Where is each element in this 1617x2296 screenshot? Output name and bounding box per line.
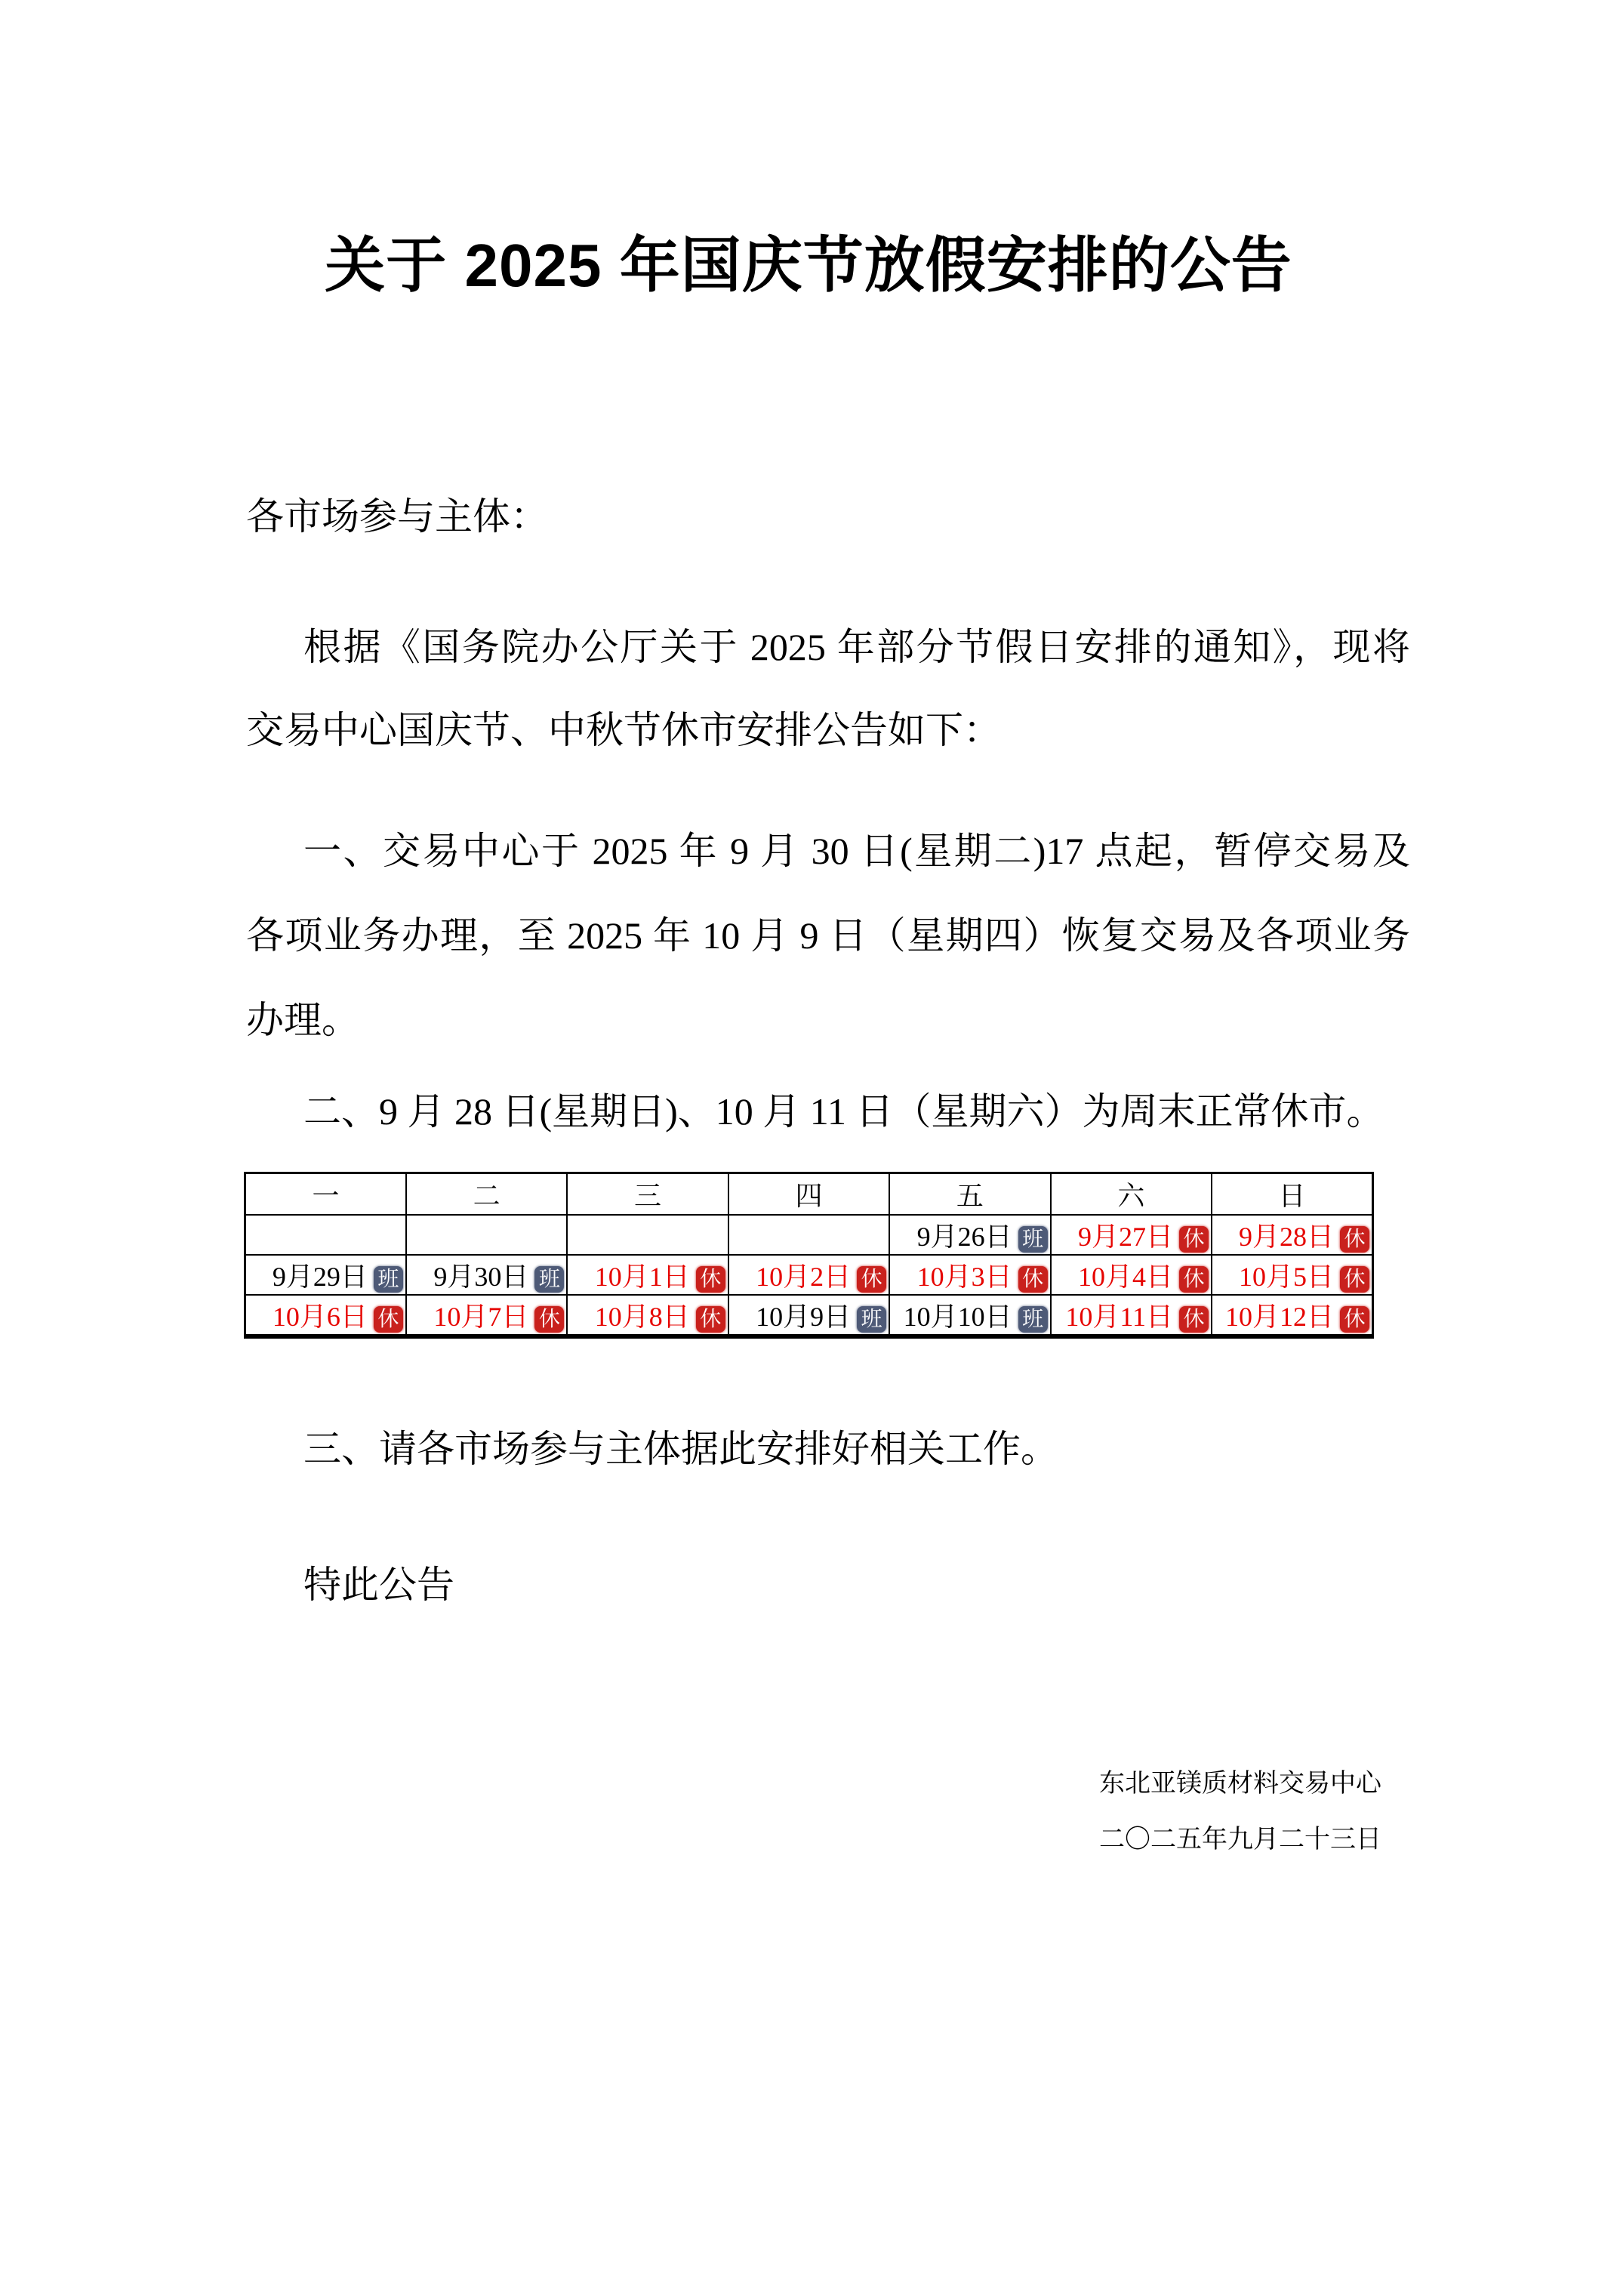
salutation: 各市场参与主体： [246,495,548,538]
calendar-date: 10月4日 [1078,1262,1174,1292]
weekday-header: 五 [889,1173,1050,1216]
document-title: 关于 2025 年国庆节放假安排的公告 [325,231,1292,299]
weekday-header: 三 [567,1173,728,1216]
rest-badge: 休 [1340,1226,1369,1253]
calendar-cell [728,1215,889,1255]
holiday-calendar-table [244,1172,1374,1339]
calendar-date: 10月5日 [1238,1262,1334,1292]
work-badge: 班 [1018,1226,1048,1253]
rest-badge: 休 [1018,1266,1048,1293]
calendar-cell [1051,1295,1212,1336]
rest-badge: 休 [857,1266,886,1293]
calendar-cell [1212,1255,1372,1295]
calendar-date: 9月30日 [433,1262,529,1292]
calendar-cell [567,1295,728,1336]
calendar-row [245,1255,1373,1295]
calendar-cell [567,1255,728,1295]
weekday-header: 一 [245,1173,406,1216]
calendar-cell [406,1255,567,1295]
work-badge: 班 [857,1306,886,1333]
calendar-date: 10月12日 [1224,1302,1334,1332]
weekday-header: 日 [1212,1173,1372,1216]
paragraph-item3: 三、请各市场参与主体据此安排好相关工作。 [303,1428,1058,1470]
rest-badge: 休 [1179,1266,1209,1293]
calendar-date: 10月2日 [756,1262,852,1292]
rest-badge: 休 [696,1306,725,1333]
calendar-row [245,1215,1373,1255]
calendar-date: 9月26日 [916,1222,1012,1252]
calendar-cell [889,1255,1050,1295]
calendar-cell [889,1215,1050,1255]
calendar-cell [1212,1215,1372,1255]
paragraph-item1-line1: 一、交易中心于 2025 年 9 月 30 日(星期二)17 点起，暂停交易及 [303,830,1410,872]
calendar-row [245,1295,1373,1336]
calendar-date: 10月11日 [1065,1302,1174,1332]
calendar-date: 10月7日 [433,1302,529,1332]
calendar-cell [728,1295,889,1336]
calendar-cell [728,1255,889,1295]
weekday-header: 四 [728,1173,889,1216]
paragraph-intro-line2: 交易中心国庆节、中秋节休市安排公告如下： [246,709,1001,751]
calendar-cell [245,1255,406,1295]
work-badge: 班 [1018,1306,1048,1333]
calendar-cell [1051,1255,1212,1295]
rest-badge: 休 [374,1306,403,1333]
closing-statement: 特此公告 [303,1564,454,1606]
calendar-date: 10月10日 [903,1302,1012,1332]
calendar-date: 10月3日 [916,1262,1012,1292]
calendar-cell [1212,1295,1372,1336]
weekday-header: 六 [1051,1173,1212,1216]
paragraph-item1-line2: 各项业务办理，至 2025 年 10 月 9 日（星期四）恢复交易及各项业务 [246,914,1410,957]
calendar-cell [245,1295,406,1336]
rest-badge: 休 [1340,1306,1369,1333]
rest-badge: 休 [1340,1266,1369,1293]
calendar-date: 10月8日 [594,1302,690,1332]
calendar-cell [406,1295,567,1336]
calendar-date: 10月6日 [272,1302,368,1332]
calendar-cell [406,1215,567,1255]
rest-badge: 休 [1179,1306,1209,1333]
signature-organization: 东北亚镁质材料交易中心 [1099,1770,1381,1798]
rest-badge: 休 [534,1306,564,1333]
work-badge: 班 [374,1266,403,1293]
calendar-cell [567,1215,728,1255]
calendar-date: 10月9日 [756,1302,852,1332]
work-badge: 班 [534,1266,564,1293]
paragraph-item2: 二、9 月 28 日(星期日)、10 月 11 日（星期六）为周末正常休市。 [303,1090,1384,1133]
calendar-cell [245,1215,406,1255]
calendar-cell [1051,1215,1212,1255]
calendar-date: 10月1日 [594,1262,690,1292]
calendar-date: 9月27日 [1078,1222,1174,1252]
calendar-cell [889,1295,1050,1336]
calendar-date: 9月29日 [272,1262,368,1292]
paragraph-intro-line1: 根据《国务院办公厅关于 2025 年部分节假日安排的通知》，现将 [303,626,1410,668]
rest-badge: 休 [1179,1226,1209,1253]
calendar-header-row [245,1173,1373,1216]
weekday-header: 二 [406,1173,567,1216]
signature-date: 二〇二五年九月二十三日 [1099,1826,1381,1854]
paragraph-item1-line3: 办理。 [246,999,359,1041]
calendar-date: 9月28日 [1238,1222,1334,1252]
rest-badge: 休 [696,1266,725,1293]
